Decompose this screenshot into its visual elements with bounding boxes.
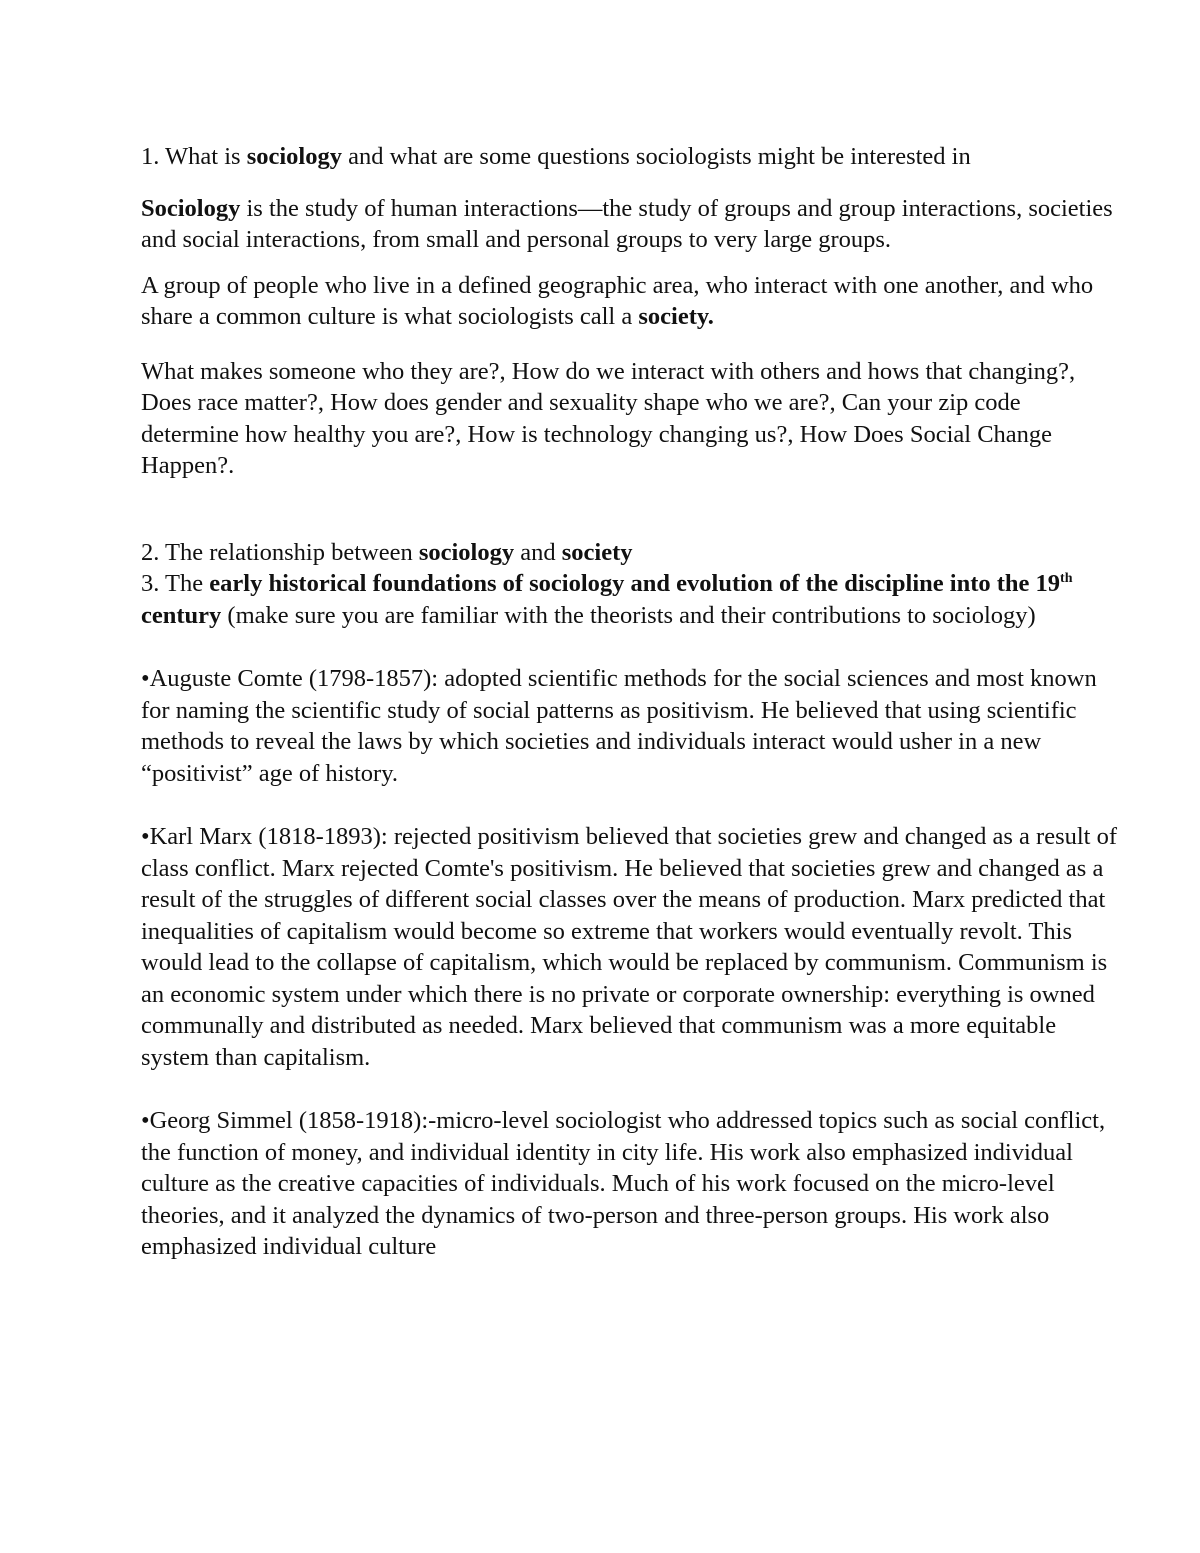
society-definition-text: A group of people who live in a defined geographic area, who interact with one another, and who share a common culture is what sociologists call a	[141, 271, 1094, 330]
theorist-comte: •Auguste Comte (1798-1857): adopted scientific methods for the social sciences and most known for naming the scientific study of social patterns as positivism. He believed that using scientific methods to reveal the laws by which societies and individuals interact would usher in a new “positivist” age of history.	[141, 665, 1097, 787]
question-3-rest: (make sure you are familiar with the theorists and their contributions to sociology)	[221, 601, 1036, 629]
theorist-marx: •Karl Marx (1818-1893): rejected positivism believed that societies grew and changed as a result of class conflict. Marx rejected Comte's positivism. He believed that societies grew and changed as a result of the struggles of different social classes over the means of production. Marx predicted that inequalities of capitalism would become so extreme that workers would eventually revolt. This would lead to the collapse of capitalism, which would be replaced by communism. Communism is an economic system under which there is no private or corporate ownership: everything is owned communally and distributed as needed. Marx believed that communism was a more equitable system than capitalism.	[141, 823, 1118, 1071]
sociology-definition-term: Sociology	[141, 194, 241, 222]
question-1	[141, 141, 1120, 173]
question-1-term: sociology	[246, 143, 342, 170]
question-3-superscript: th	[1060, 570, 1073, 586]
sociology-definition-text: is the study of human interactions—the study of groups and group interactions, societies and social interactions, from small and personal groups to very large groups.	[141, 194, 1113, 253]
question-3-bold: early historical foundations of sociology and evolution of the discipline into the 19	[209, 570, 1061, 597]
question-2-term-sociology: sociology	[418, 538, 515, 566]
question-2-lead: 2. The relationship between	[141, 538, 419, 566]
question-3-lead: 3. The	[141, 570, 210, 597]
question-2-mid: and	[514, 538, 562, 566]
theorist-simmel: •Georg Simmel (1858-1918):-micro-level sociologist who addressed topics such as social conflict, the function of money, and individual identity in city life. His work also emphasized individual culture as the creative capacities of individuals. Much of his work focused on the micro-level theories, and it analyzed the dynamics of two-person and three-person groups. His work also emphasized individual culture	[141, 1107, 1106, 1260]
question-3	[141, 568, 1120, 631]
question-2-term-society: society	[561, 538, 633, 566]
society-definition-term: society.	[638, 303, 714, 330]
question-1-lead: 1. What is	[141, 143, 247, 170]
question-3-bold-end: century	[141, 601, 222, 629]
example-questions: What makes someone who they are?, How do we interact with others and hows that changing?, Does race matter?, How does gender and sexuality shape who we are?, Can your zip code determine how healthy you are?, How is technology changing us?, How Does Social Change Happen?.	[141, 357, 1076, 479]
society-definition	[141, 270, 1120, 333]
sociology-definition	[141, 193, 1120, 256]
question-2	[141, 537, 1120, 569]
question-1-rest: and what are some questions sociologists might be interested in	[342, 143, 971, 170]
